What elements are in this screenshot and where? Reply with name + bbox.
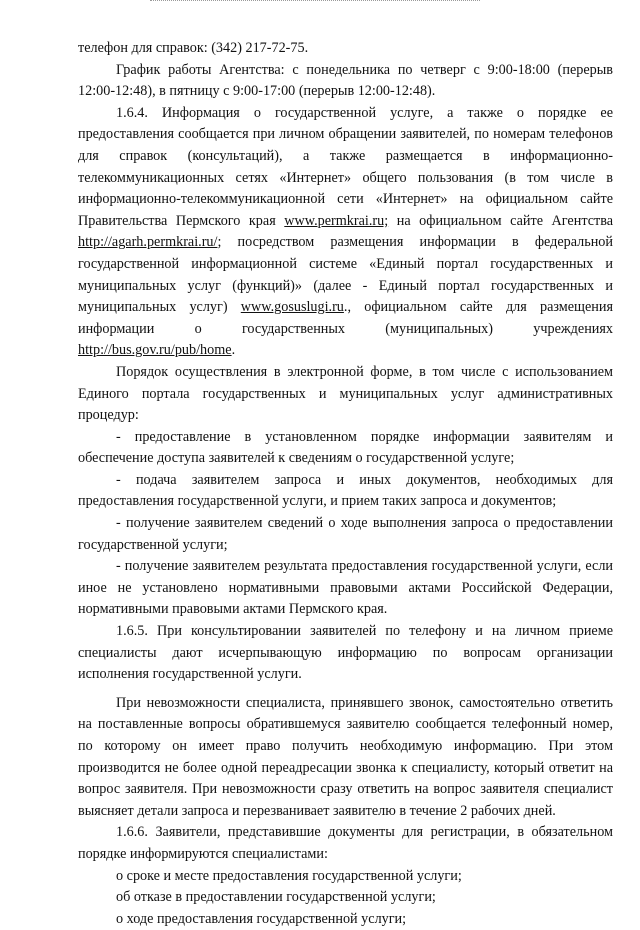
scan-top-edge: [150, 0, 480, 3]
agarh-link[interactable]: http://agarh.permkrai.ru/: [78, 234, 218, 251]
electronic-procedures-intro: Порядок осуществления в электронной форме, в том числе с использованием Единого портала государственных и муниципальных услуг административных процедур:: [78, 363, 613, 424]
inform-item: о ходе предоставления государственной услуги;: [116, 910, 407, 927]
impossibility-paragraph: При невозможности специалиста, принявшего звонок, самостоятельно ответить на поставленные вопросы обратившемуся заявителю сообщается телефонный номер, по которому он имеет право получить необходимую информацию. При этом производится не более одной переадресации звонка к специалисту, который ответит на вопрос заявителя. При невозможности сразу ответить на вопрос заявителя специалист выясняет детали запроса и перезванивает заявителю в течение 2 рабочих дней.: [78, 694, 613, 819]
gosuslugi-link[interactable]: www.gosuslugi.ru: [240, 299, 344, 316]
section-1-6-4-text-c: ; посредством размещения информации в федеральной государственной информационной системе «Единый портал государственных и муниципальных услуг (функций)» (далее - Единый портал государственных и муниципальных услуг): [78, 234, 613, 316]
section-1-6-5-paragraph: 1.6.5. При консультировании заявителей по телефону и на личном приеме специалисты дают исчерпывающую информацию по вопросам организации исполнения государственной услуги.: [78, 623, 613, 683]
bus-gov-link[interactable]: http://bus.gov.ru/pub/home: [78, 342, 232, 359]
section-1-6-4-text-d: ., официальном сайте для размещения информации о государственных (муниципальных) учреждениях: [78, 299, 613, 337]
document-page: [78, 38, 613, 930]
permkrai-link[interactable]: www.permkrai.ru;: [284, 212, 389, 229]
inform-item: о сроке и месте предоставления государственной услуги;: [116, 867, 462, 884]
section-1-6-6-paragraph: 1.6.6. Заявители, представившие документы для регистрации, в обязательном порядке информируются специалистами:: [78, 824, 613, 862]
procedure-item: - получение заявителем результата предоставления государственной услуги, если иное не установлено нормативными правовыми актами Российской Федерации, нормативными правовыми актами Пермского края.: [78, 558, 613, 618]
procedure-item: - предоставление в установленном порядке информации заявителям и обеспечение доступа заявителей к сведениям о государственной услуге;: [78, 428, 613, 467]
section-1-6-4-text-e: .: [231, 342, 236, 359]
procedure-item: - получение заявителем сведений о ходе выполнения запроса о предоставлении государственной услуги;: [78, 515, 613, 553]
inform-item: об отказе в предоставлении государственной услуги;: [116, 889, 436, 906]
section-1-6-4-paragraph: [78, 103, 613, 362]
schedule-paragraph: График работы Агентства: с понедельника по четверг с 9:00-18:00 (перерыв 12:00-12:48), в пятницу с 9:00-17:00 (перерыв 12:00-12:48).: [78, 61, 613, 100]
section-1-6-4-text-a: 1.6.4. Информация о государственной услуге, а также о порядке ее предоставления сообщается при личном обращении заявителей, по номерам телефонов для справок (консультаций), а также размещается в информационно-телекоммуникационных сетях «Интернет» общего пользования (в том числе в информационно-телекоммуникационной сети «Интернет» на официальном сайте Правительства Пермского края: [78, 104, 613, 229]
section-1-6-4-text-b: на официальном сайте Агентства: [388, 212, 614, 229]
phone-line: телефон для справок: (342) 217-72-75.: [78, 40, 309, 56]
procedure-item: - подача заявителем запроса и иных документов, необходимых для предоставления государственной услуги, и прием таких запроса и документов;: [78, 471, 613, 510]
